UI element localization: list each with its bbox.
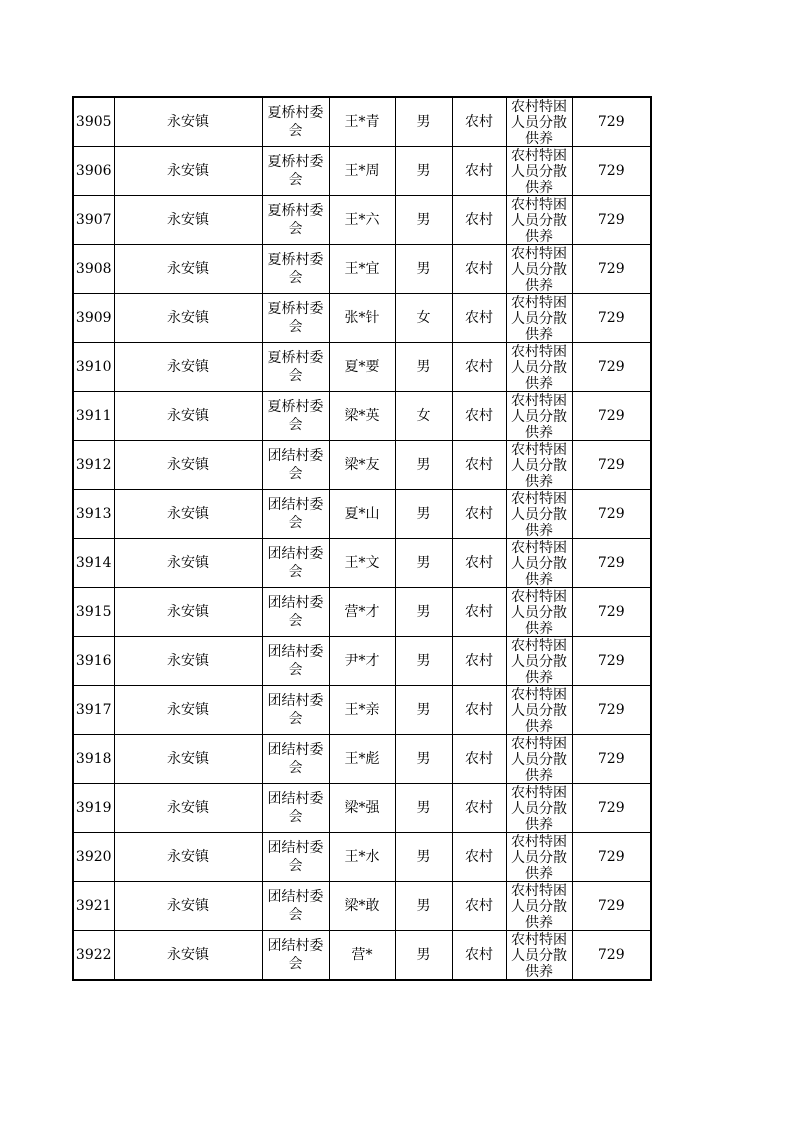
town-cell: 永安镇 xyxy=(114,245,262,294)
support-type-text: 农村特困人员分散供养 xyxy=(511,540,567,587)
area-cell: 农村 xyxy=(452,343,506,392)
name-cell: 梁*强 xyxy=(329,784,395,833)
village-committee-cell xyxy=(262,539,329,588)
town-cell: 永安镇 xyxy=(114,196,262,245)
serial-number-cell: 3916 xyxy=(73,637,114,686)
support-type-cell xyxy=(506,931,572,981)
table-row xyxy=(73,931,651,981)
support-type-cell xyxy=(506,97,572,147)
support-type-cell xyxy=(506,343,572,392)
support-type-cell xyxy=(506,833,572,882)
town-cell: 永安镇 xyxy=(114,294,262,343)
support-type-text: 农村特困人员分散供养 xyxy=(511,932,567,979)
serial-number-cell: 3907 xyxy=(73,196,114,245)
amount-cell: 729 xyxy=(572,637,651,686)
serial-number-cell: 3908 xyxy=(73,245,114,294)
support-type-cell xyxy=(506,294,572,343)
table-row xyxy=(73,637,651,686)
gender-cell: 男 xyxy=(395,245,452,294)
serial-number-cell: 3917 xyxy=(73,686,114,735)
village-committee-text: 团结村委会 xyxy=(267,938,324,972)
support-type-cell xyxy=(506,147,572,196)
amount-cell: 729 xyxy=(572,97,651,147)
village-committee-cell xyxy=(262,833,329,882)
table-row xyxy=(73,441,651,490)
serial-number-cell: 3914 xyxy=(73,539,114,588)
support-type-text: 农村特困人员分散供养 xyxy=(511,197,567,244)
gender-cell: 男 xyxy=(395,637,452,686)
support-type-text: 农村特困人员分散供养 xyxy=(511,344,567,391)
amount-cell: 729 xyxy=(572,784,651,833)
table-row xyxy=(73,343,651,392)
table-row xyxy=(73,392,651,441)
town-cell: 永安镇 xyxy=(114,686,262,735)
name-cell: 尹*才 xyxy=(329,637,395,686)
village-committee-text: 夏桥村委会 xyxy=(267,154,324,188)
town-cell: 永安镇 xyxy=(114,147,262,196)
support-type-cell xyxy=(506,392,572,441)
gender-cell: 女 xyxy=(395,392,452,441)
recipient-table xyxy=(72,96,652,981)
area-cell: 农村 xyxy=(452,294,506,343)
table-row xyxy=(73,539,651,588)
town-cell: 永安镇 xyxy=(114,833,262,882)
area-cell: 农村 xyxy=(452,833,506,882)
village-committee-cell xyxy=(262,686,329,735)
village-committee-text: 夏桥村委会 xyxy=(267,399,324,433)
town-cell: 永安镇 xyxy=(114,882,262,931)
gender-cell: 男 xyxy=(395,441,452,490)
support-type-text: 农村特困人员分散供养 xyxy=(511,736,567,783)
area-cell: 农村 xyxy=(452,784,506,833)
gender-cell: 男 xyxy=(395,588,452,637)
amount-cell: 729 xyxy=(572,245,651,294)
serial-number-cell: 3909 xyxy=(73,294,114,343)
support-type-text: 农村特困人员分散供养 xyxy=(511,589,567,636)
serial-number-cell: 3910 xyxy=(73,343,114,392)
village-committee-cell xyxy=(262,97,329,147)
village-committee-text: 夏桥村委会 xyxy=(267,301,324,335)
support-type-cell xyxy=(506,882,572,931)
name-cell: 夏*要 xyxy=(329,343,395,392)
serial-number-cell: 3920 xyxy=(73,833,114,882)
support-type-cell xyxy=(506,588,572,637)
gender-cell: 男 xyxy=(395,196,452,245)
amount-cell: 729 xyxy=(572,686,651,735)
amount-cell: 729 xyxy=(572,539,651,588)
gender-cell: 男 xyxy=(395,784,452,833)
support-type-cell xyxy=(506,735,572,784)
town-cell: 永安镇 xyxy=(114,490,262,539)
gender-cell: 男 xyxy=(395,490,452,539)
gender-cell: 男 xyxy=(395,882,452,931)
name-cell: 梁*敢 xyxy=(329,882,395,931)
area-cell: 农村 xyxy=(452,637,506,686)
village-committee-cell xyxy=(262,588,329,637)
area-cell: 农村 xyxy=(452,931,506,981)
support-type-cell xyxy=(506,490,572,539)
village-committee-cell xyxy=(262,882,329,931)
village-committee-cell xyxy=(262,196,329,245)
village-committee-cell xyxy=(262,147,329,196)
village-committee-text: 团结村委会 xyxy=(267,644,324,678)
village-committee-text: 团结村委会 xyxy=(267,840,324,874)
area-cell: 农村 xyxy=(452,539,506,588)
support-type-cell xyxy=(506,539,572,588)
village-committee-text: 夏桥村委会 xyxy=(267,350,324,384)
support-type-cell xyxy=(506,686,572,735)
serial-number-cell: 3906 xyxy=(73,147,114,196)
area-cell: 农村 xyxy=(452,686,506,735)
table-row xyxy=(73,147,651,196)
town-cell: 永安镇 xyxy=(114,637,262,686)
gender-cell: 女 xyxy=(395,294,452,343)
area-cell: 农村 xyxy=(452,392,506,441)
support-type-text: 农村特困人员分散供养 xyxy=(511,442,567,489)
village-committee-text: 团结村委会 xyxy=(267,791,324,825)
table-row xyxy=(73,196,651,245)
table-body xyxy=(73,97,651,980)
town-cell: 永安镇 xyxy=(114,539,262,588)
gender-cell: 男 xyxy=(395,539,452,588)
serial-number-cell: 3905 xyxy=(73,97,114,147)
name-cell: 梁*友 xyxy=(329,441,395,490)
support-type-text: 农村特困人员分散供养 xyxy=(511,393,567,440)
village-committee-cell xyxy=(262,637,329,686)
village-committee-text: 团结村委会 xyxy=(267,889,324,923)
name-cell: 夏*山 xyxy=(329,490,395,539)
name-cell: 梁*英 xyxy=(329,392,395,441)
support-type-text: 农村特困人员分散供养 xyxy=(511,638,567,685)
table-row xyxy=(73,833,651,882)
gender-cell: 男 xyxy=(395,931,452,981)
amount-cell: 729 xyxy=(572,294,651,343)
village-committee-cell xyxy=(262,294,329,343)
support-type-text: 农村特困人员分散供养 xyxy=(511,491,567,538)
area-cell: 农村 xyxy=(452,490,506,539)
table-row xyxy=(73,97,651,147)
town-cell: 永安镇 xyxy=(114,97,262,147)
gender-cell: 男 xyxy=(395,686,452,735)
area-cell: 农村 xyxy=(452,245,506,294)
support-type-text: 农村特困人员分散供养 xyxy=(511,785,567,832)
village-committee-text: 夏桥村委会 xyxy=(267,252,324,286)
name-cell: 营* xyxy=(329,931,395,981)
town-cell: 永安镇 xyxy=(114,931,262,981)
village-committee-text: 团结村委会 xyxy=(267,497,324,531)
support-type-text: 农村特困人员分散供养 xyxy=(511,687,567,734)
serial-number-cell: 3911 xyxy=(73,392,114,441)
support-type-text: 农村特困人员分散供养 xyxy=(511,99,567,146)
name-cell: 王*六 xyxy=(329,196,395,245)
table-row xyxy=(73,588,651,637)
support-type-cell xyxy=(506,196,572,245)
village-committee-cell xyxy=(262,245,329,294)
serial-number-cell: 3922 xyxy=(73,931,114,981)
village-committee-cell xyxy=(262,392,329,441)
name-cell: 王*青 xyxy=(329,97,395,147)
amount-cell: 729 xyxy=(572,196,651,245)
table-row xyxy=(73,490,651,539)
serial-number-cell: 3912 xyxy=(73,441,114,490)
support-type-cell xyxy=(506,245,572,294)
area-cell: 农村 xyxy=(452,97,506,147)
village-committee-text: 夏桥村委会 xyxy=(267,203,324,237)
table-row xyxy=(73,294,651,343)
table-row xyxy=(73,735,651,784)
support-type-text: 农村特困人员分散供养 xyxy=(511,246,567,293)
amount-cell: 729 xyxy=(572,882,651,931)
town-cell: 永安镇 xyxy=(114,441,262,490)
gender-cell: 男 xyxy=(395,735,452,784)
table-row xyxy=(73,245,651,294)
serial-number-cell: 3921 xyxy=(73,882,114,931)
serial-number-cell: 3913 xyxy=(73,490,114,539)
serial-number-cell: 3919 xyxy=(73,784,114,833)
gender-cell: 男 xyxy=(395,147,452,196)
amount-cell: 729 xyxy=(572,490,651,539)
support-type-cell xyxy=(506,784,572,833)
support-type-cell xyxy=(506,637,572,686)
village-committee-cell xyxy=(262,931,329,981)
village-committee-cell xyxy=(262,784,329,833)
support-type-text: 农村特困人员分散供养 xyxy=(511,148,567,195)
area-cell: 农村 xyxy=(452,147,506,196)
area-cell: 农村 xyxy=(452,882,506,931)
amount-cell: 729 xyxy=(572,833,651,882)
amount-cell: 729 xyxy=(572,735,651,784)
village-committee-cell xyxy=(262,441,329,490)
amount-cell: 729 xyxy=(572,441,651,490)
village-committee-cell xyxy=(262,343,329,392)
amount-cell: 729 xyxy=(572,392,651,441)
name-cell: 王*周 xyxy=(329,147,395,196)
town-cell: 永安镇 xyxy=(114,343,262,392)
amount-cell: 729 xyxy=(572,931,651,981)
area-cell: 农村 xyxy=(452,588,506,637)
name-cell: 王*文 xyxy=(329,539,395,588)
name-cell: 王*亲 xyxy=(329,686,395,735)
support-type-text: 农村特困人员分散供养 xyxy=(511,883,567,930)
support-type-text: 农村特困人员分散供养 xyxy=(511,834,567,881)
table-row xyxy=(73,882,651,931)
name-cell: 营*才 xyxy=(329,588,395,637)
village-committee-cell xyxy=(262,490,329,539)
support-type-text: 农村特困人员分散供养 xyxy=(511,295,567,342)
gender-cell: 男 xyxy=(395,833,452,882)
serial-number-cell: 3915 xyxy=(73,588,114,637)
area-cell: 农村 xyxy=(452,735,506,784)
area-cell: 农村 xyxy=(452,196,506,245)
amount-cell: 729 xyxy=(572,147,651,196)
table-row xyxy=(73,686,651,735)
name-cell: 王*水 xyxy=(329,833,395,882)
village-committee-text: 团结村委会 xyxy=(267,448,324,482)
amount-cell: 729 xyxy=(572,588,651,637)
gender-cell: 男 xyxy=(395,343,452,392)
table-row xyxy=(73,784,651,833)
gender-cell: 男 xyxy=(395,97,452,147)
name-cell: 张*针 xyxy=(329,294,395,343)
support-type-cell xyxy=(506,441,572,490)
village-committee-text: 团结村委会 xyxy=(267,742,324,776)
village-committee-text: 夏桥村委会 xyxy=(267,105,324,139)
town-cell: 永安镇 xyxy=(114,392,262,441)
village-committee-cell xyxy=(262,735,329,784)
serial-number-cell: 3918 xyxy=(73,735,114,784)
village-committee-text: 团结村委会 xyxy=(267,546,324,580)
town-cell: 永安镇 xyxy=(114,784,262,833)
village-committee-text: 团结村委会 xyxy=(267,693,324,727)
name-cell: 王*宜 xyxy=(329,245,395,294)
name-cell: 王*彪 xyxy=(329,735,395,784)
area-cell: 农村 xyxy=(452,441,506,490)
village-committee-text: 团结村委会 xyxy=(267,595,324,629)
town-cell: 永安镇 xyxy=(114,735,262,784)
town-cell: 永安镇 xyxy=(114,588,262,637)
amount-cell: 729 xyxy=(572,343,651,392)
